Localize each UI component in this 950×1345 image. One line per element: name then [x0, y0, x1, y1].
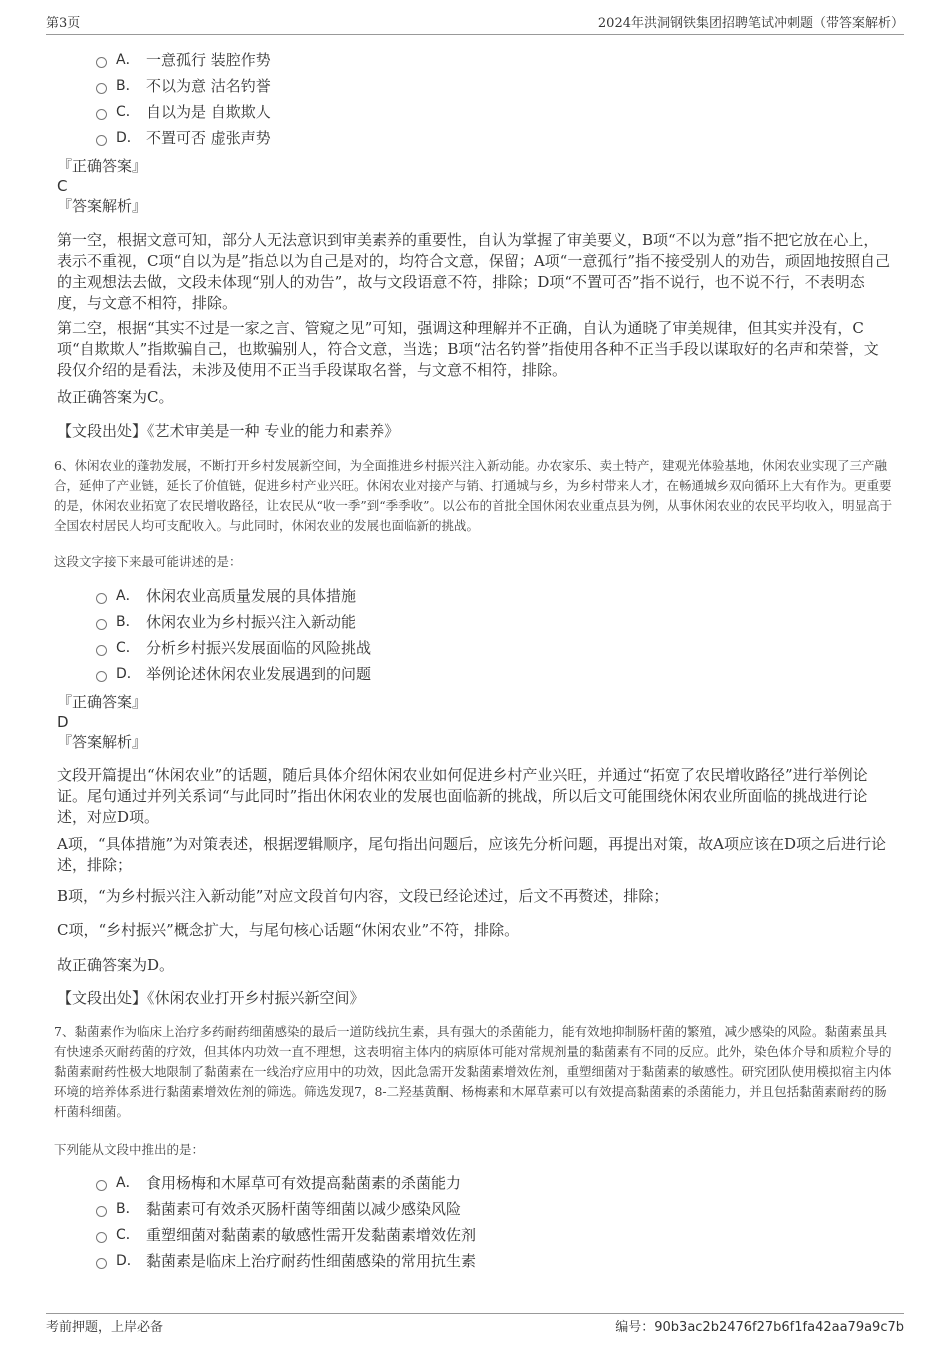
- q5-options: [96, 46, 271, 150]
- analysis-paragraph: A项，“具体措施”为对策表述，根据逻辑顺序，尾句指出问题后，应该先分析问题，再提出对策，故A项应该在D项之后进行论述，排除；: [57, 835, 887, 874]
- page-number: 第3页: [46, 16, 81, 31]
- radio-icon[interactable]: [96, 109, 107, 120]
- radio-icon[interactable]: [96, 1180, 107, 1191]
- radio-icon[interactable]: [96, 57, 107, 68]
- document-title: 2024年洪洞钢铁集团招聘笔试冲刺题（带答案解析）: [597, 16, 904, 31]
- correct-answer: C: [57, 177, 68, 195]
- radio-icon[interactable]: [96, 1258, 107, 1269]
- radio-icon[interactable]: [96, 135, 107, 146]
- analysis-paragraph: C项，“乡村振兴”概念扩大，与尾句核心话题“休闲农业”不符，排除。: [57, 921, 520, 939]
- analysis-paragraph: 第一空，根据文意可知，部分人无法意识到审美素养的重要性，自认为掌握了审美要义，B项“不以为意”指不把它放在心上，表示不重视，C项“自以为是”指总以为自己是对的，均符合文意，保留；A项“一意孤行”指不接受别人的劝告，顽固地按照自己的主观想法去做，文段未体现“别人的劝告”，故与文段语意不符，排除；D项“不置可否”指不说行，也不说不行，不表明态度，与文意不相符，排除。: [57, 231, 890, 312]
- option-d[interactable]: D． 黏菌素是临床上治疗耐药性细菌感染的常用抗生素: [96, 1247, 476, 1273]
- q7-options: [96, 1169, 476, 1273]
- radio-icon[interactable]: [96, 593, 107, 604]
- correct-answer: D: [57, 713, 69, 731]
- analysis-paragraph: B项，“为乡村振兴注入新动能”对应文段首句内容，文段已经论述过，后文不再赘述，排除；: [57, 887, 669, 905]
- radio-icon[interactable]: [96, 671, 107, 682]
- question-stem: 6、休闲农业的蓬勃发展，不断打开乡村发展新空间，为全面推进乡村振兴注入新动能。办农家乐、卖土特产，建观光体验基地，休闲农业实现了三产融合，延伸了产业链，延长了价值链，促进乡村产业兴旺。休闲农业对接产与销、打通城与乡，为乡村带来人才，在畅通城乡双向循环上大有作为。更重要的是，休闲农业拓宽了农民增收路径，让农民从“收一季”到“季季收”。以公布的首批全国休闲农业重点县为例，从事休闲农业的农民平均收入，明显高于全国农村居民人均可支配收入。与此同时，休闲农业的发展也面临新的挑战。: [54, 458, 893, 533]
- analysis-label: 『答案解析』: [57, 733, 148, 751]
- option-c[interactable]: C． 重塑细菌对黏菌素的敏感性需开发黏菌素增效佐剂: [96, 1221, 476, 1247]
- document-code: 编号：90b3ac2b2476f27b6f1fa42aa79a9c7b: [615, 1320, 904, 1335]
- analysis-paragraph: 文段开篇提出“休闲农业”的话题，随后具体介绍休闲农业如何促进乡村产业兴旺，并通过“拓宽了农民增收路径”进行举例论证。尾句通过并列关系词“与此同时”指出休闲农业的发展也面临新的挑战，所以后文可能围绕休闲农业所面临的挑战进行论述，对应D项。: [57, 766, 868, 826]
- page-footer: [46, 1313, 904, 1338]
- option-b[interactable]: B． 休闲农业为乡村振兴注入新动能: [96, 608, 371, 634]
- q5-answer-block: [57, 156, 147, 216]
- option-d[interactable]: D． 不置可否 虚张声势: [96, 124, 271, 150]
- option-d[interactable]: D． 举例论述休闲农业发展遇到的问题: [96, 660, 371, 686]
- radio-icon[interactable]: [96, 645, 107, 656]
- answer-label: 『正确答案』: [57, 157, 148, 175]
- analysis-conclusion: 故正确答案为D。: [57, 956, 175, 974]
- q6-answer-block: [57, 692, 147, 752]
- source-citation: 【文段出处】《休闲农业打开乡村振兴新空间》: [57, 989, 365, 1007]
- source-citation: 【文段出处】《艺术审美是一种 专业的能力和素养》: [57, 422, 400, 440]
- radio-icon[interactable]: [96, 1232, 107, 1243]
- radio-icon[interactable]: [96, 83, 107, 94]
- answer-label: 『正确答案』: [57, 693, 148, 711]
- page-header: [46, 12, 904, 35]
- option-a[interactable]: A． 休闲农业高质量发展的具体措施: [96, 582, 371, 608]
- footer-slogan: 考前押题，上岸必备: [46, 1320, 164, 1335]
- option-a[interactable]: A． 食用杨梅和木犀草可有效提高黏菌素的杀菌能力: [96, 1169, 476, 1195]
- question-prompt: 下列能从文段中推出的是：: [54, 1142, 205, 1157]
- option-b[interactable]: B． 黏菌素可有效杀灭肠杆菌等细菌以减少感染风险: [96, 1195, 476, 1221]
- analysis-label: 『答案解析』: [57, 197, 148, 215]
- radio-icon[interactable]: [96, 1206, 107, 1217]
- option-c[interactable]: C． 分析乡村振兴发展面临的风险挑战: [96, 634, 371, 660]
- question-prompt: 这段文字接下来最可能讲述的是：: [54, 554, 242, 569]
- q6-options: [96, 582, 371, 686]
- question-stem: 7、黏菌素作为临床上治疗多药耐药细菌感染的最后一道防线抗生素，具有强大的杀菌能力，能有效地抑制肠杆菌的繁殖，减少感染的风险。黏菌素虽具有快速杀灭耐药菌的疗效，但其体内功效一直不理想，这表明宿主体内的病原体可能对常规剂量的黏菌素有不同的反应。此外，染色体介导和质粒介导的黏菌素耐药性极大地限制了黏菌素在一线治疗应用中的功效，因此急需开发黏菌素增效佐剂，重塑细菌对于黏菌素的敏感性。研究团队使用模拟宿主内体环境的培养体系进行黏菌素增效佐剂的筛选。筛选发现7，8-二羟基黄酮、杨梅素和木犀草素可以有效提高黏菌素的杀菌能力，并且包括黏菌素耐药的肠杆菌科细菌。: [54, 1024, 892, 1119]
- option-a[interactable]: A． 一意孤行 装腔作势: [96, 46, 271, 72]
- option-c[interactable]: C． 自以为是 自欺欺人: [96, 98, 271, 124]
- analysis-paragraph: 第二空，根据“其实不过是一家之言、管窥之见”可知，强调这种理解并不正确，自认为通晓了审美规律，但其实并没有，C项“自欺欺人”指欺骗自己，也欺骗别人，符合文意，当选；B项“沽名钓誉”指使用各种不正当手段以谋取好的名声和荣誉，文段仅介绍的是看法，未涉及使用不正当手段谋取名誉，与文意不相符，排除。: [57, 319, 879, 379]
- analysis-conclusion: 故正确答案为C。: [57, 388, 174, 406]
- option-b[interactable]: B． 不以为意 沽名钓誉: [96, 72, 271, 98]
- radio-icon[interactable]: [96, 619, 107, 630]
